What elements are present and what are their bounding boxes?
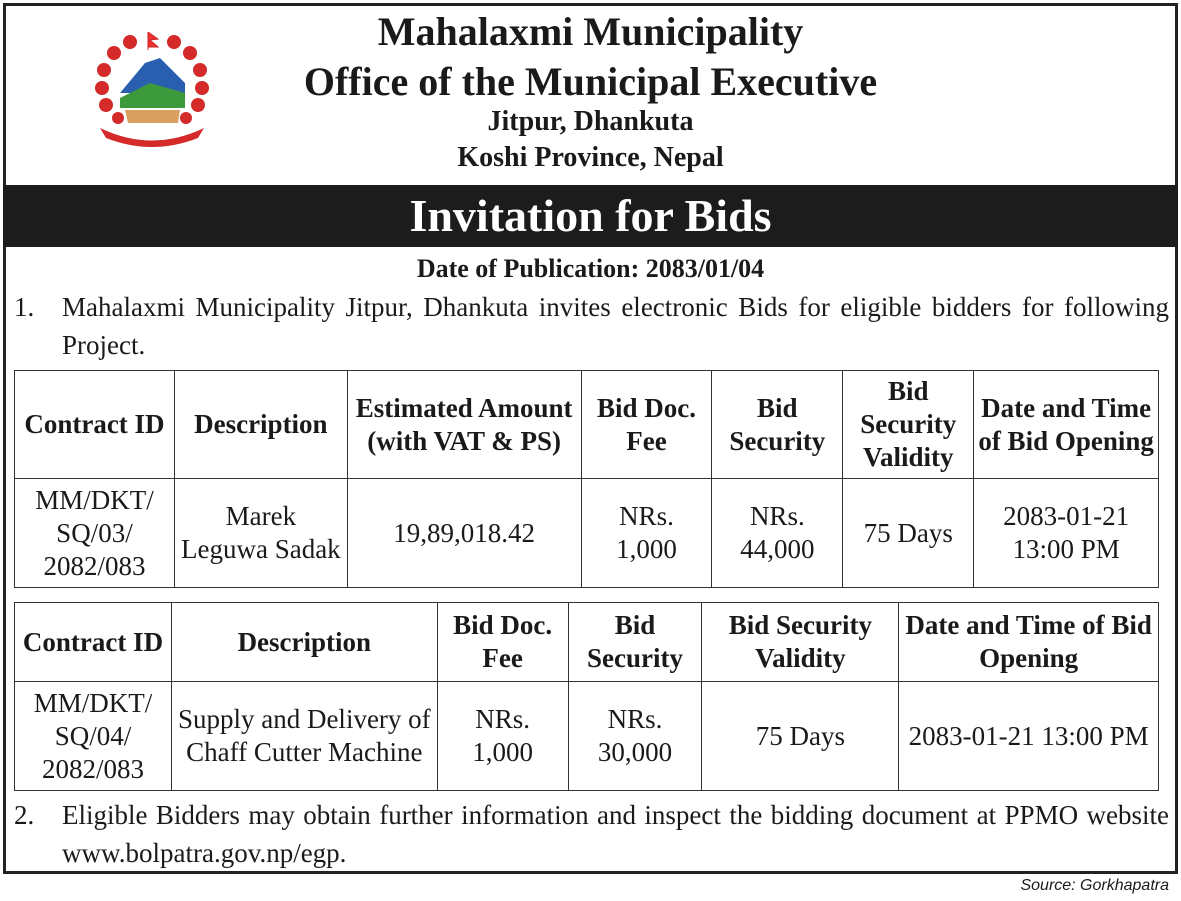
header-cell: Date and Time of Bid Opening xyxy=(899,603,1159,682)
paragraph-1 xyxy=(14,288,1169,364)
bid-doc-fee: NRs. 1,000 xyxy=(437,682,568,791)
location: Jitpur, Dhankuta xyxy=(487,106,694,137)
paragraph-number: 2. xyxy=(14,800,35,830)
description: Supply and Delivery of Chaff Cutter Machine xyxy=(171,682,437,791)
municipality-title: Mahalaxmi Municipality xyxy=(377,9,804,54)
header-cell: Bid Doc. Fee xyxy=(437,603,568,682)
header-cell: Estimated Amount (with VAT & PS) xyxy=(347,371,581,479)
contract-id: MM/DKT/ SQ/03/ 2082/083 xyxy=(15,479,175,588)
invitation-banner: Invitation for Bids xyxy=(3,185,1178,247)
publication-date: Date of Publication: 2083/01/04 xyxy=(416,254,765,283)
bid-doc-fee: NRs. 1,000 xyxy=(581,479,712,588)
bid-security-validity: 75 Days xyxy=(702,682,899,791)
paragraph-2 xyxy=(14,796,1169,872)
table-row xyxy=(15,479,1159,588)
bid-table-1 xyxy=(14,370,1159,588)
header-cell: Description xyxy=(171,603,437,682)
header-cell: Bid Security xyxy=(568,603,702,682)
bid-opening-date: 2083-01-21 13:00 PM xyxy=(899,682,1159,791)
header-cell: Bid Doc. Fee xyxy=(581,371,712,479)
source-credit: Source: Gorkhapatra xyxy=(1020,877,1169,894)
bid-opening-date: 2083-01-21 13:00 PM xyxy=(974,479,1159,588)
header-cell: Date and Time of Bid Opening xyxy=(974,371,1159,479)
paragraph-text: Eligible Bidders may obtain further information and inspect the bidding document at PPMO website xyxy=(62,800,1169,830)
header-cell: Bid Security Validity xyxy=(702,603,899,682)
table-row xyxy=(15,682,1159,791)
paragraph-number: 1. xyxy=(14,292,35,322)
paragraph-text: Mahalaxmi Municipality Jitpur, Dhankuta invites electronic Bids for eligible bidders for following Project. xyxy=(62,292,1169,360)
office-title: Office of the Municipal Executive xyxy=(303,59,878,104)
header-cell: Contract ID xyxy=(15,371,175,479)
header-cell: Contract ID xyxy=(15,603,172,682)
ppmo-link[interactable]: www.bolpatra.gov.np/egp. xyxy=(62,838,347,868)
contract-id: MM/DKT/ SQ/04/ 2082/083 xyxy=(15,682,172,791)
bid-security: NRs. 30,000 xyxy=(568,682,702,791)
province: Koshi Province, Nepal xyxy=(457,142,724,173)
bid-security: NRs. 44,000 xyxy=(712,479,843,588)
description: Marek Leguwa Sadak xyxy=(174,479,347,588)
table-header-row xyxy=(15,603,1159,682)
header-cell: Description xyxy=(174,371,347,479)
bid-security-validity: 75 Days xyxy=(843,479,974,588)
table-header-row xyxy=(15,371,1159,479)
estimated-amount: 19,89,018.42 xyxy=(347,479,581,588)
header-cell: Bid Security xyxy=(712,371,843,479)
header-cell: Bid Security Validity xyxy=(843,371,974,479)
bid-table-2 xyxy=(14,602,1159,791)
paragraph-text-wrap xyxy=(62,796,1169,872)
